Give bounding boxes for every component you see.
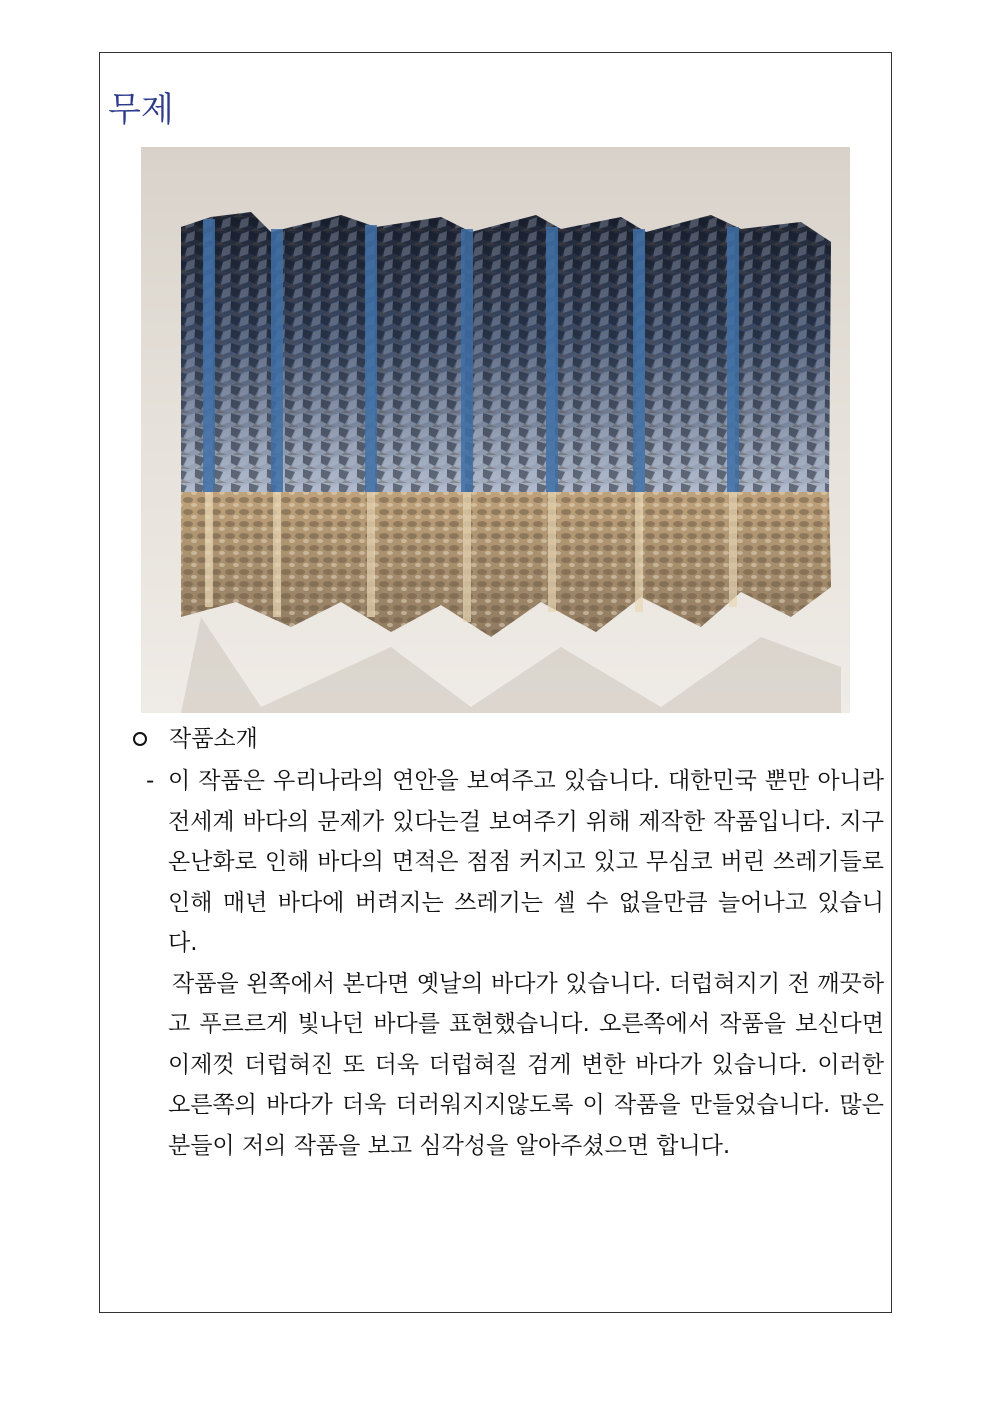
- dash-marker: -: [146, 768, 155, 794]
- circle-bullet-icon: [133, 732, 147, 746]
- description-paragraph-1: [146, 761, 884, 964]
- document-title: 무제: [108, 90, 174, 130]
- section-heading: [130, 722, 258, 756]
- paragraph-2-text: 작품을 왼쪽에서 본다면 옛날의 바다가 있습니다. 더럽혀지기 전 깨끗하고 푸르르게 빛나던 바다를 표현했습니다. 오른쪽에서 작품을 보신다면 이제껏 더럽혀진 또 더욱 더럽혀질 검게 변한 바다가 있습니다. 이러한 오른쪽의 바다가 더욱 더러워지지않도록 이 작품을 만들었습니다. 많은 분들이 저의 작품을 보고 심각성을 알아주셨으면 합니다.: [168, 970, 884, 1159]
- description-paragraph-2: [146, 964, 884, 1167]
- section-heading-label: 작품소개: [169, 726, 258, 752]
- description-body: [146, 761, 884, 1166]
- artwork-photo: [141, 147, 850, 713]
- paragraph-1-text: 이 작품은 우리나라의 연안을 보여주고 있습니다. 대한민국 뿐만 아니라 전세계 바다의 문제가 있다는걸 보여주기 위해 제작한 작품입니다. 지구 온난화로 인해 바다의 면적은 점점 커지고 있고 무심코 버린 쓰레기들로 인해 매년 바다에 버려지는 쓰레기는 셀 수 없을만큼 늘어나고 있습니다.: [168, 768, 884, 956]
